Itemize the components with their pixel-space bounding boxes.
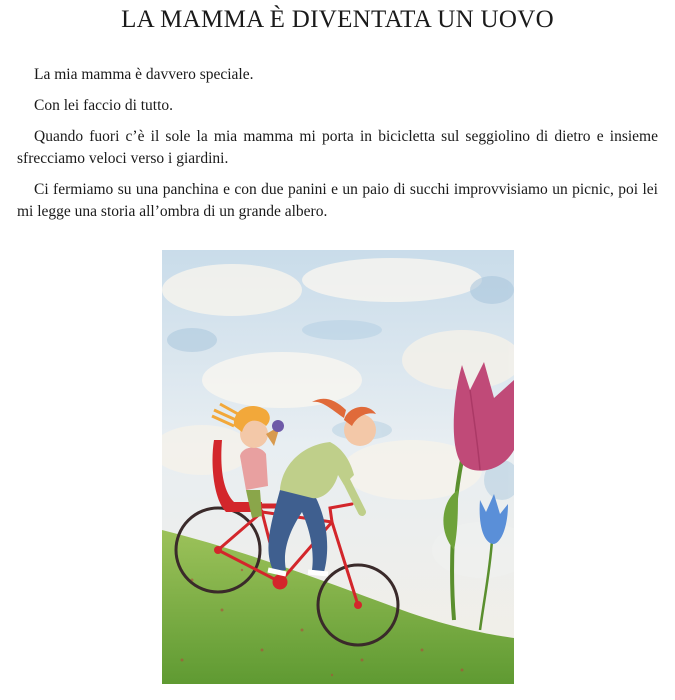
paragraph-2: Con lei faccio di tutto. (34, 97, 174, 114)
paragraph-3: Quando fuori c’è il sole la mia mamma mi porta in bicicletta sul seggiolino di dietro e insieme sfrecciamo veloci verso i giardini. (17, 128, 658, 167)
page-title: LA MAMMA È DIVENTATA UN UOVO (121, 6, 554, 33)
paragraph-4: Ci fermiamo su una panchina e con due panini e un paio di succhi improvvisiamo un picnic, poi lei mi legge una storia all’ombra di un grande albero. (17, 181, 658, 220)
story-text (17, 64, 658, 232)
paragraph-1: La mia mamma è davvero speciale. (34, 66, 254, 83)
bicycle-illustration (162, 250, 514, 684)
